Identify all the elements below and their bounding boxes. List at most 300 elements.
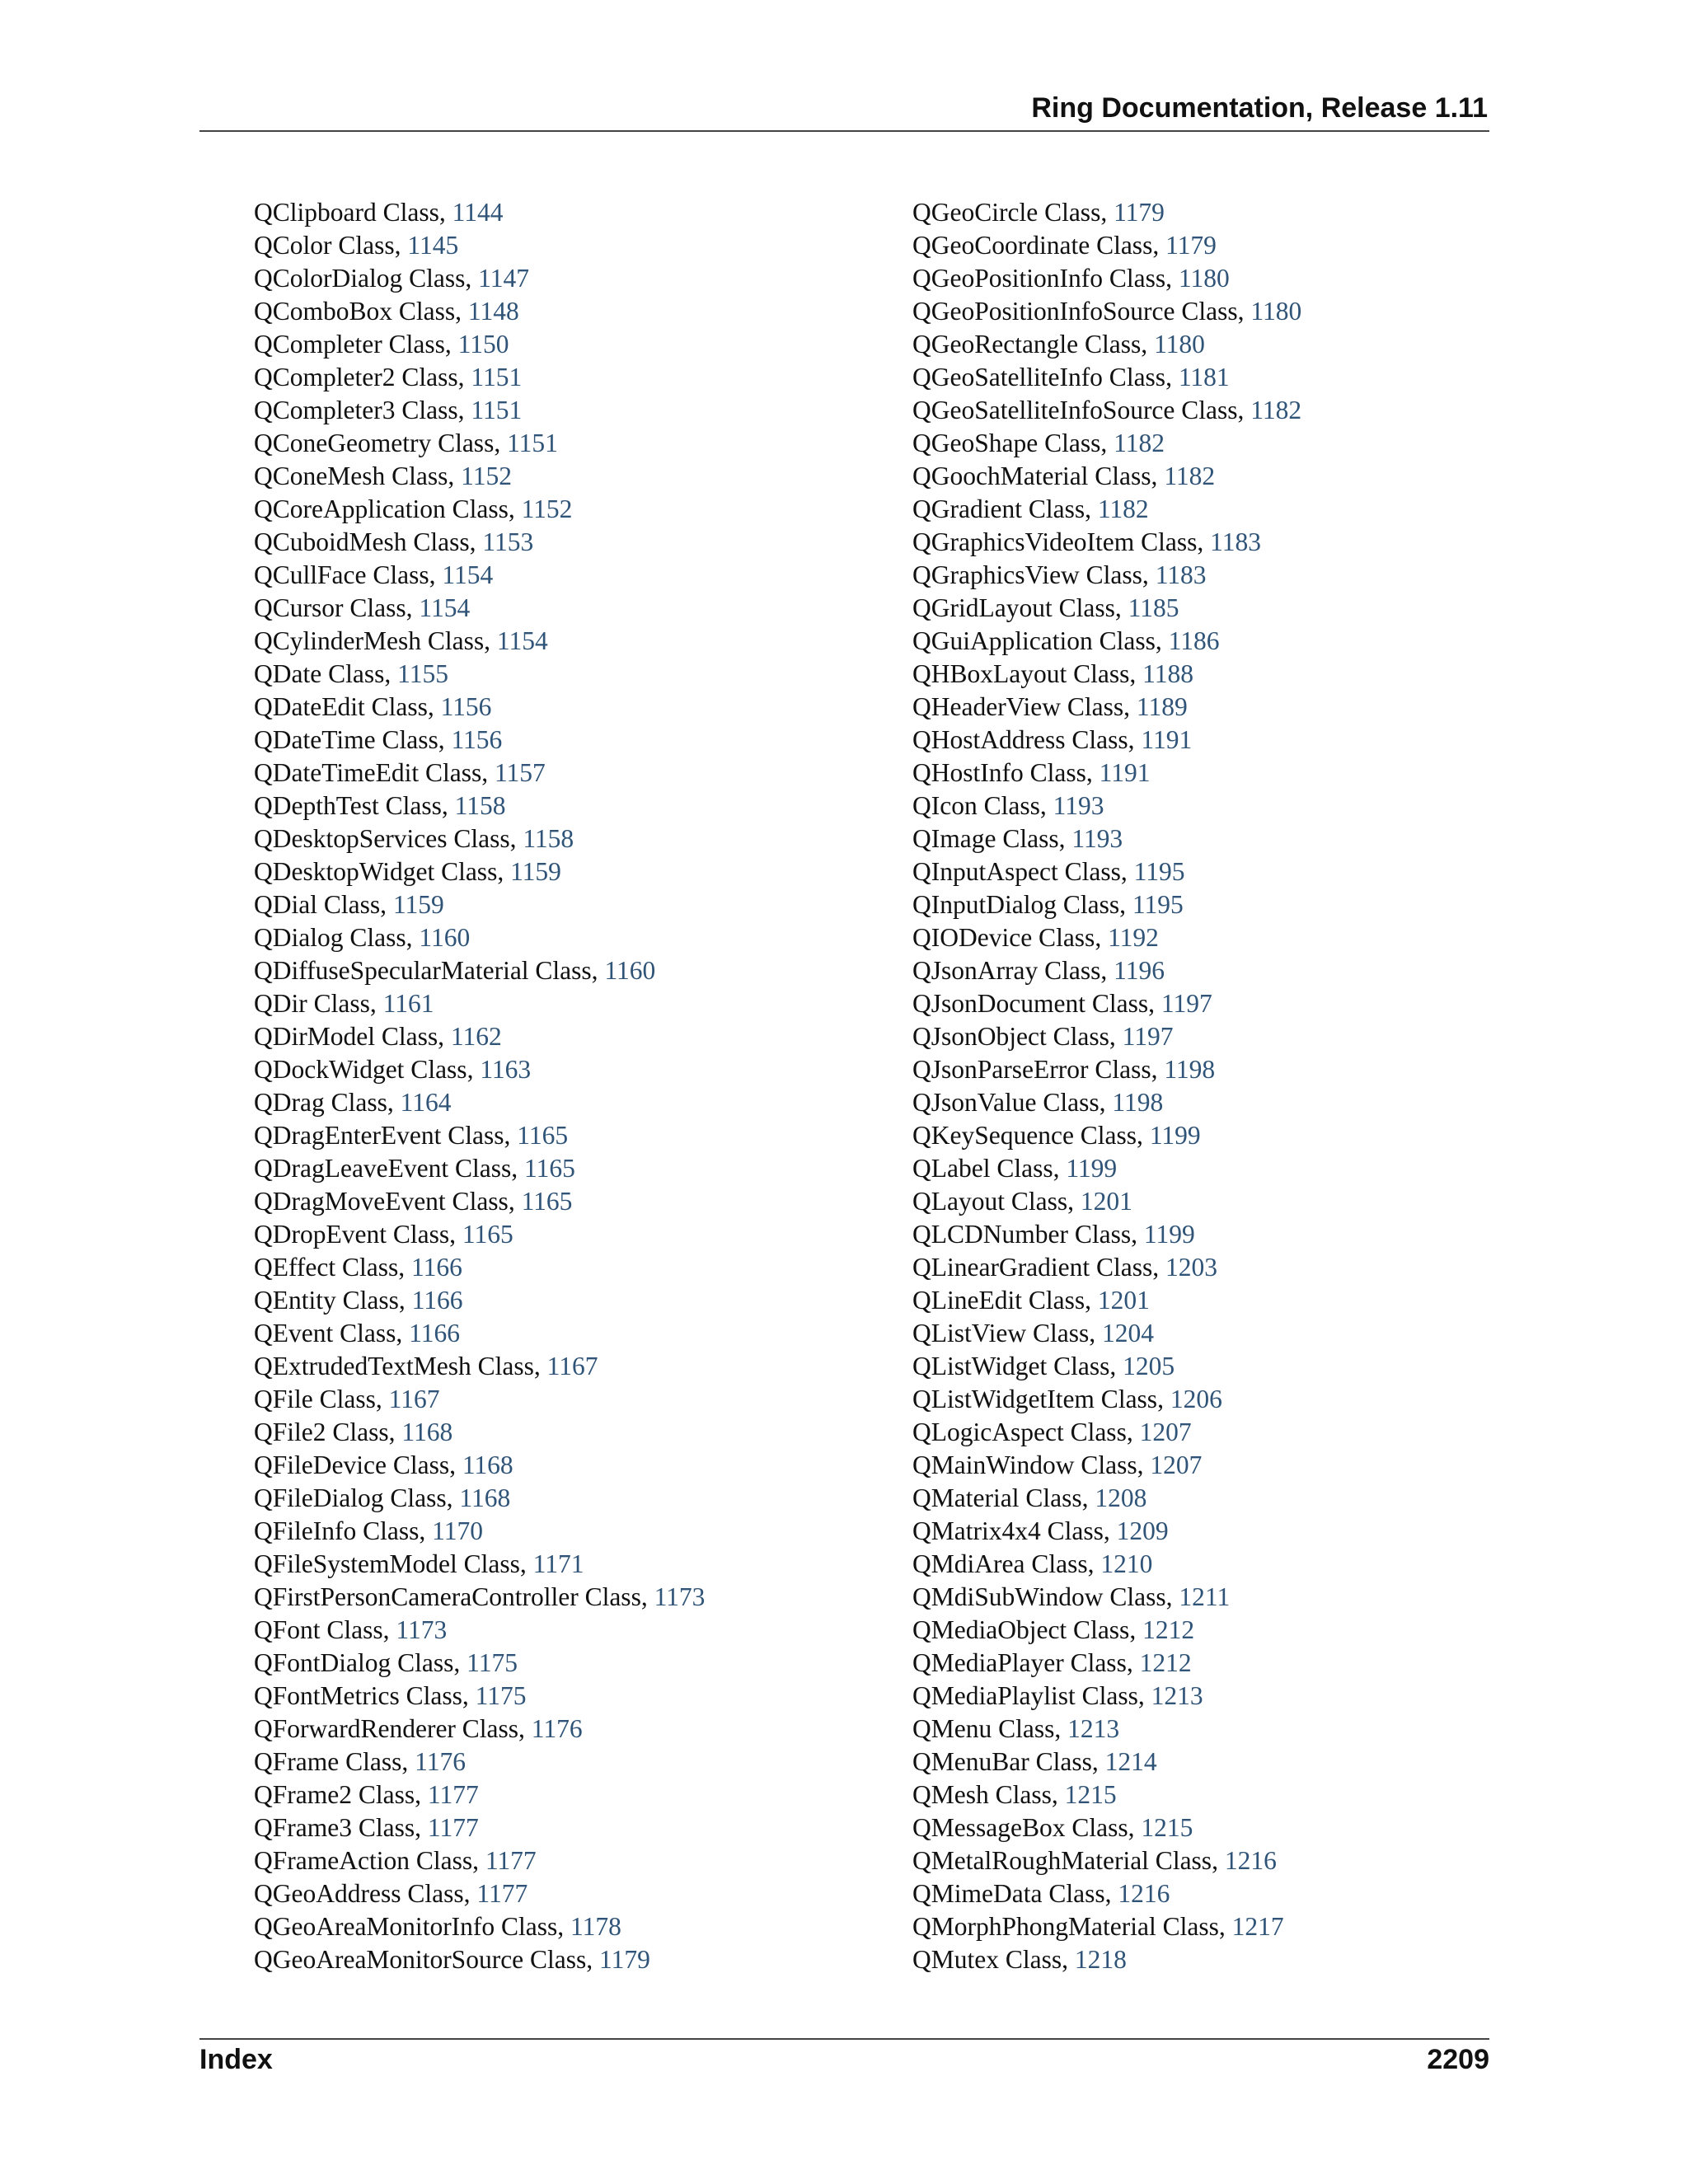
index-page-link[interactable]: 1147	[478, 264, 529, 293]
index-entry-name: QColorDialog Class,	[254, 264, 472, 293]
index-entry-name: QMdiArea Class,	[912, 1549, 1095, 1578]
index-entry-name: QIcon Class,	[912, 791, 1047, 820]
footer-rule	[199, 2038, 1489, 2040]
index-page-link[interactable]: 1197	[1122, 1022, 1174, 1051]
index-entry	[254, 1779, 705, 1811]
index-page-link[interactable]: 1189	[1136, 692, 1188, 721]
index-entry	[912, 1482, 1301, 1515]
index-entry-name: QListWidget Class,	[912, 1352, 1117, 1380]
index-page-link[interactable]: 1167	[546, 1352, 598, 1380]
index-entry-name: QHostInfo Class,	[912, 758, 1093, 787]
index-page-link[interactable]: 1207	[1150, 1451, 1203, 1479]
index-page-link[interactable]: 1214	[1104, 1747, 1157, 1776]
index-entry-name: QEffect Class,	[254, 1253, 406, 1282]
index-entry	[912, 196, 1301, 229]
index-entry	[254, 1844, 705, 1877]
index-entry-name: QGeoSatelliteInfoSource Class,	[912, 396, 1245, 424]
index-entry-name: QClipboard Class,	[254, 198, 446, 227]
index-page-link[interactable]: 1158	[523, 824, 574, 853]
index-page-link[interactable]: 1165	[517, 1121, 569, 1150]
index-entry	[254, 1449, 705, 1482]
index-entry-name: QKeySequence Class,	[912, 1121, 1143, 1150]
index-entry	[912, 1053, 1301, 1086]
index-page-link[interactable]: 1168	[462, 1451, 513, 1479]
index-entry	[912, 328, 1301, 361]
index-entry	[254, 592, 705, 625]
index-entry-name: QDragMoveEvent Class,	[254, 1187, 515, 1216]
index-page-link[interactable]: 1166	[409, 1319, 460, 1347]
index-entry-name: QFontDialog Class,	[254, 1648, 461, 1677]
index-entry-name: QMessageBox Class,	[912, 1813, 1135, 1842]
index-page-link[interactable]: 1180	[1178, 264, 1230, 293]
index-entry	[254, 1218, 705, 1251]
index-entry	[254, 1746, 705, 1779]
index-page-link[interactable]: 1163	[480, 1055, 532, 1084]
index-entry-name: QGeoAddress Class,	[254, 1879, 471, 1908]
index-entry	[912, 592, 1301, 625]
index-entry-name: QLabel Class,	[912, 1154, 1060, 1183]
index-entry-name: QFileDialog Class,	[254, 1483, 453, 1512]
index-column-left	[254, 196, 705, 1976]
index-entry	[912, 427, 1301, 460]
index-entry-name: QMatrix4x4 Class,	[912, 1516, 1110, 1545]
index-page-link[interactable]: 1183	[1155, 560, 1207, 589]
index-page-link[interactable]: 1182	[1164, 462, 1216, 490]
index-entry	[254, 1185, 705, 1218]
index-page-link[interactable]: 1178	[570, 1912, 621, 1941]
index-entry-name: QJsonDocument Class,	[912, 989, 1155, 1018]
index-entry-name: QGeoPositionInfo Class,	[912, 264, 1172, 293]
index-entry-name: QCylinderMesh Class,	[254, 626, 490, 655]
index-page-link[interactable]: 1173	[654, 1582, 706, 1611]
index-entry-name: QHBoxLayout Class,	[912, 659, 1137, 688]
index-entry-name: QGraphicsVideoItem Class,	[912, 527, 1204, 556]
index-entry-name: QDir Class,	[254, 989, 377, 1018]
index-entry-name: QFrame3 Class,	[254, 1813, 421, 1842]
index-page-link[interactable]: 1152	[521, 494, 573, 523]
index-entry	[254, 757, 705, 790]
index-entry	[254, 1910, 705, 1943]
index-entry-name: QMenu Class,	[912, 1714, 1062, 1743]
index-entry-name: QConeMesh Class,	[254, 462, 455, 490]
index-page-link[interactable]: 1191	[1099, 758, 1151, 787]
index-page-link[interactable]: 1185	[1128, 593, 1179, 622]
index-entry-name: QDateTimeEdit Class,	[254, 758, 489, 787]
index-page-link[interactable]: 1195	[1133, 857, 1185, 886]
index-entry-name: QGeoAreaMonitorSource Class,	[254, 1945, 593, 1974]
index-entry	[254, 1152, 705, 1185]
index-entry-name: QGeoPositionInfoSource Class,	[912, 297, 1245, 326]
index-page-link[interactable]: 1167	[388, 1385, 440, 1413]
index-page-link[interactable]: 1151	[471, 363, 523, 391]
index-entry	[912, 1284, 1301, 1317]
index-entry	[254, 1581, 705, 1614]
index-entry-name: QGeoShape Class,	[912, 429, 1108, 457]
index-page-link[interactable]: 1217	[1231, 1912, 1284, 1941]
index-entry-name: QDragEnterEvent Class,	[254, 1121, 511, 1150]
index-entry-name: QIODevice Class,	[912, 923, 1102, 952]
index-entry-name: QDepthTest Class,	[254, 791, 448, 820]
index-page-link[interactable]: 1153	[482, 527, 534, 556]
index-entry	[254, 559, 705, 592]
index-entry-name: QGeoRectangle Class,	[912, 330, 1148, 359]
index-page-link[interactable]: 1160	[419, 923, 471, 952]
index-entry	[254, 691, 705, 724]
index-page-link[interactable]: 1180	[1154, 330, 1205, 359]
index-entry	[912, 1680, 1301, 1713]
index-entry	[912, 1449, 1301, 1482]
index-entry	[254, 1614, 705, 1647]
index-page-link[interactable]: 1159	[510, 857, 561, 886]
index-entry	[254, 987, 705, 1020]
index-entry	[912, 691, 1301, 724]
index-entry-name: QLCDNumber Class,	[912, 1220, 1137, 1249]
index-page-link[interactable]: 1208	[1095, 1483, 1147, 1512]
index-page-link[interactable]: 1157	[494, 758, 546, 787]
index-entry-name: QDateEdit Class,	[254, 692, 434, 721]
index-entry	[912, 1811, 1301, 1844]
index-page-link[interactable]: 1192	[1108, 923, 1159, 952]
index-entry	[254, 229, 705, 262]
index-entry	[912, 987, 1301, 1020]
index-page-link[interactable]: 1206	[1170, 1385, 1222, 1413]
index-entry	[254, 1877, 705, 1910]
index-entry	[254, 1548, 705, 1581]
index-entry	[912, 1581, 1301, 1614]
index-entry	[912, 1185, 1301, 1218]
index-page-link[interactable]: 1150	[457, 330, 509, 359]
index-page-link[interactable]: 1199	[1066, 1154, 1118, 1183]
index-page-link[interactable]: 1182	[1097, 494, 1149, 523]
index-entry-name: QFileSystemModel Class,	[254, 1549, 527, 1578]
index-entry-name: QMetalRoughMaterial Class,	[912, 1846, 1218, 1875]
index-page-link[interactable]: 1204	[1101, 1319, 1154, 1347]
index-page-link[interactable]: 1193	[1053, 791, 1104, 820]
index-entry	[912, 1416, 1301, 1449]
index-entry	[912, 1548, 1301, 1581]
index-page-link[interactable]: 1175	[475, 1681, 527, 1710]
index-page-link[interactable]: 1177	[427, 1780, 479, 1809]
index-entry	[254, 1943, 705, 1976]
index-entry-name: QGradient Class,	[912, 494, 1091, 523]
header-rule	[199, 130, 1489, 132]
index-entry-name: QMediaPlaylist Class,	[912, 1681, 1145, 1710]
index-entry	[912, 1515, 1301, 1548]
index-entry	[254, 1383, 705, 1416]
index-entry-name: QLayout Class,	[912, 1187, 1074, 1216]
index-entry	[254, 625, 705, 658]
index-entry-name: QMenuBar Class,	[912, 1747, 1099, 1776]
index-entry-name: QGuiApplication Class,	[912, 626, 1162, 655]
index-entry	[254, 1086, 705, 1119]
index-page-link[interactable]: 1177	[485, 1846, 537, 1875]
index-entry-name: QHostAddress Class,	[912, 725, 1135, 754]
index-page-link[interactable]: 1156	[440, 692, 492, 721]
index-entry	[912, 1218, 1301, 1251]
index-page-link[interactable]: 1168	[459, 1483, 511, 1512]
header-title: Ring Documentation, Release 1.11	[1031, 92, 1488, 124]
index-page-link[interactable]: 1156	[451, 725, 503, 754]
index-page-link[interactable]: 1199	[1143, 1220, 1195, 1249]
index-page-link[interactable]: 1218	[1074, 1945, 1127, 1974]
index-page-link[interactable]: 1145	[407, 231, 459, 260]
index-page-link[interactable]: 1182	[1114, 429, 1165, 457]
index-entry-name: QLinearGradient Class,	[912, 1253, 1160, 1282]
index-page-link[interactable]: 1199	[1149, 1121, 1201, 1150]
index-page-link[interactable]: 1201	[1097, 1286, 1150, 1315]
index-page-link[interactable]: 1179	[1165, 231, 1217, 260]
index-entry	[912, 888, 1301, 921]
index-entry-name: QDialog Class,	[254, 923, 413, 952]
index-page-link[interactable]: 1161	[382, 989, 434, 1018]
index-entry-name: QDesktopServices Class,	[254, 824, 517, 853]
index-entry	[912, 1844, 1301, 1877]
index-entry	[912, 823, 1301, 855]
index-page-link[interactable]: 1180	[1250, 297, 1302, 326]
index-entry	[254, 724, 705, 757]
index-page-link[interactable]: 1191	[1141, 725, 1193, 754]
index-entry-name: QComboBox Class,	[254, 297, 462, 326]
index-page-link[interactable]: 1165	[524, 1154, 575, 1183]
index-entry	[254, 1350, 705, 1383]
index-page-link[interactable]: 1216	[1224, 1846, 1277, 1875]
index-entry-name: QGeoCircle Class,	[912, 198, 1108, 227]
index-entry	[254, 1713, 705, 1746]
index-page-link[interactable]: 1155	[397, 659, 448, 688]
index-entry-name: QFirstPersonCameraController Class,	[254, 1582, 648, 1611]
index-page-link[interactable]: 1181	[1178, 363, 1230, 391]
index-page-link[interactable]: 1154	[419, 593, 471, 622]
index-entry	[912, 954, 1301, 987]
index-entry-name: QMaterial Class,	[912, 1483, 1089, 1512]
index-entry-name: QDate Class,	[254, 659, 392, 688]
index-entry-name: QColor Class,	[254, 231, 401, 260]
index-page-link[interactable]: 1162	[450, 1022, 502, 1051]
index-entry-name: QDial Class,	[254, 890, 387, 919]
index-page-link[interactable]: 1165	[462, 1220, 513, 1249]
index-entry	[254, 262, 705, 295]
index-entry	[912, 361, 1301, 394]
index-page-link[interactable]: 1203	[1165, 1253, 1218, 1282]
index-entry	[254, 921, 705, 954]
index-page-link[interactable]: 1209	[1116, 1516, 1169, 1545]
index-page-link[interactable]: 1165	[521, 1187, 573, 1216]
index-page-link[interactable]: 1148	[467, 297, 519, 326]
index-entry-name: QCursor Class,	[254, 593, 413, 622]
index-page-link[interactable]: 1201	[1080, 1187, 1132, 1216]
index-entry-name: QJsonObject Class,	[912, 1022, 1116, 1051]
index-entry	[912, 855, 1301, 888]
index-page-link[interactable]: 1154	[496, 626, 548, 655]
index-entry	[254, 1053, 705, 1086]
index-page-link[interactable]: 1216	[1118, 1879, 1170, 1908]
index-entry-name: QLogicAspect Class,	[912, 1418, 1133, 1446]
index-entry	[254, 1811, 705, 1844]
index-entry-name: QMimeData Class,	[912, 1879, 1112, 1908]
index-page-link[interactable]: 1166	[411, 1286, 463, 1315]
index-entry-name: QInputAspect Class,	[912, 857, 1128, 886]
index-entry	[254, 1020, 705, 1053]
footer-section: Index	[199, 2044, 273, 2075]
index-entry-name: QForwardRenderer Class,	[254, 1714, 525, 1743]
index-page-link[interactable]: 1179	[1114, 198, 1165, 227]
index-page-link[interactable]: 1215	[1141, 1813, 1193, 1842]
index-entry	[254, 1251, 705, 1284]
index-entry	[254, 493, 705, 526]
index-entry	[912, 1746, 1301, 1779]
index-entry	[254, 855, 705, 888]
index-entry	[912, 1086, 1301, 1119]
index-entry	[254, 1647, 705, 1680]
index-page-link[interactable]: 1186	[1168, 626, 1220, 655]
index-entry	[254, 394, 705, 427]
index-entry-name: QFrame2 Class,	[254, 1780, 421, 1809]
index-entry-name: QDesktopWidget Class,	[254, 857, 504, 886]
index-page-link[interactable]: 1213	[1151, 1681, 1203, 1710]
index-entry	[912, 757, 1301, 790]
index-page-link[interactable]: 1176	[415, 1747, 466, 1776]
index-entry	[254, 1680, 705, 1713]
index-page-link[interactable]: 1171	[532, 1549, 584, 1578]
index-page-link[interactable]: 1198	[1112, 1088, 1164, 1117]
index-entry	[912, 1614, 1301, 1647]
index-page-link[interactable]: 1193	[1071, 824, 1123, 853]
index-page-link[interactable]: 1197	[1160, 989, 1212, 1018]
index-page-link[interactable]: 1205	[1123, 1352, 1175, 1380]
index-entry	[912, 1943, 1301, 1976]
index-page-link[interactable]: 1159	[392, 890, 444, 919]
index-page-link[interactable]: 1196	[1114, 956, 1165, 985]
index-entry-name: QMesh Class,	[912, 1780, 1058, 1809]
index-entry	[254, 823, 705, 855]
index-page-link[interactable]: 1215	[1064, 1780, 1117, 1809]
index-page-link[interactable]: 1175	[467, 1648, 518, 1677]
index-entry	[254, 954, 705, 987]
index-entry	[912, 1152, 1301, 1185]
index-entry-name: QListWidgetItem Class,	[912, 1385, 1164, 1413]
index-page-link[interactable]: 1168	[401, 1418, 453, 1446]
index-entry-name: QDateTime Class,	[254, 725, 445, 754]
index-entry-name: QMdiSubWindow Class,	[912, 1582, 1173, 1611]
index-entry	[912, 262, 1301, 295]
index-page-link[interactable]: 1198	[1164, 1055, 1216, 1084]
index-entry	[912, 394, 1301, 427]
index-entry-name: QFile2 Class,	[254, 1418, 396, 1446]
index-entry-name: QFileDevice Class,	[254, 1451, 456, 1479]
index-entry-name: QFileInfo Class,	[254, 1516, 426, 1545]
index-entry-name: QMediaObject Class,	[912, 1615, 1137, 1644]
index-entry	[912, 625, 1301, 658]
index-entry	[254, 888, 705, 921]
index-entry	[254, 196, 705, 229]
index-entry	[912, 1713, 1301, 1746]
index-page-link[interactable]: 1152	[461, 462, 512, 490]
index-page-link[interactable]: 1210	[1100, 1549, 1153, 1578]
index-page-link[interactable]: 1151	[471, 396, 523, 424]
index-page-link[interactable]: 1158	[454, 791, 506, 820]
index-page-link[interactable]: 1144	[452, 198, 504, 227]
index-entry	[912, 1647, 1301, 1680]
index-entry-name: QCompleter Class,	[254, 330, 452, 359]
index-page-link[interactable]: 1170	[432, 1516, 483, 1545]
index-entry-name: QImage Class,	[912, 824, 1066, 853]
index-entry-name: QGeoAreaMonitorInfo Class,	[254, 1912, 565, 1941]
index-page-link[interactable]: 1211	[1179, 1582, 1231, 1611]
index-entry-name: QDropEvent Class,	[254, 1220, 456, 1249]
index-entry	[912, 790, 1301, 823]
index-entry-name: QMorphPhongMaterial Class,	[912, 1912, 1226, 1941]
index-entry-name: QCoreApplication Class,	[254, 494, 515, 523]
index-entry	[254, 526, 705, 559]
index-entry-name: QDockWidget Class,	[254, 1055, 474, 1084]
index-entry	[912, 1350, 1301, 1383]
index-entry	[912, 658, 1301, 691]
index-page-link[interactable]: 1212	[1139, 1648, 1192, 1677]
index-entry-name: QFontMetrics Class,	[254, 1681, 469, 1710]
index-page-link[interactable]: 1182	[1250, 396, 1302, 424]
index-page-link[interactable]: 1177	[427, 1813, 479, 1842]
index-page-link[interactable]: 1164	[400, 1088, 452, 1117]
index-entry	[912, 526, 1301, 559]
index-entry	[254, 1515, 705, 1548]
index-entry-name: QDiffuseSpecularMaterial Class,	[254, 956, 598, 985]
index-entry	[254, 361, 705, 394]
index-entry-name: QGoochMaterial Class,	[912, 462, 1158, 490]
index-entry-name: QFrameAction Class,	[254, 1846, 479, 1875]
index-entry	[912, 1383, 1301, 1416]
index-entry-name: QDragLeaveEvent Class,	[254, 1154, 518, 1183]
footer-page-number: 2209	[1427, 2044, 1489, 2075]
index-entry-name: QInputDialog Class,	[912, 890, 1126, 919]
index-page-link[interactable]: 1177	[476, 1879, 528, 1908]
index-entry	[254, 1482, 705, 1515]
index-entry-name: QMediaPlayer Class,	[912, 1648, 1133, 1677]
index-entry-name: QEntity Class,	[254, 1286, 406, 1315]
index-entry	[912, 1877, 1301, 1910]
index-entry	[912, 1779, 1301, 1811]
index-entry	[254, 1284, 705, 1317]
index-entry-name: QGridLayout Class,	[912, 593, 1122, 622]
index-page-link[interactable]: 1213	[1067, 1714, 1120, 1743]
index-entry-name: QExtrudedTextMesh Class,	[254, 1352, 541, 1380]
index-page-link[interactable]: 1212	[1142, 1615, 1195, 1644]
index-page-link[interactable]: 1179	[599, 1945, 650, 1974]
index-entry	[912, 1317, 1301, 1350]
index-page-link[interactable]: 1151	[507, 429, 558, 457]
index-page-link[interactable]: 1160	[604, 956, 656, 985]
index-page-link[interactable]: 1188	[1142, 659, 1193, 688]
index-page-link[interactable]: 1176	[531, 1714, 583, 1743]
index-entry-name: QJsonParseError Class,	[912, 1055, 1158, 1084]
index-entry	[912, 460, 1301, 493]
index-page-link[interactable]: 1173	[396, 1615, 448, 1644]
index-entry-name: QDirModel Class,	[254, 1022, 444, 1051]
index-entry-name: QGeoSatelliteInfo Class,	[912, 363, 1172, 391]
index-page-link[interactable]: 1183	[1210, 527, 1262, 556]
index-entry-name: QGeoCoordinate Class,	[912, 231, 1160, 260]
index-page-link[interactable]: 1207	[1139, 1418, 1192, 1446]
index-entry	[912, 559, 1301, 592]
index-entry	[254, 295, 705, 328]
index-page-link[interactable]: 1166	[411, 1253, 462, 1282]
index-page-link[interactable]: 1154	[442, 560, 494, 589]
index-entry-name: QGraphicsView Class,	[912, 560, 1149, 589]
index-entry	[254, 658, 705, 691]
index-entry	[254, 1416, 705, 1449]
index-page-link[interactable]: 1195	[1132, 890, 1184, 919]
index-entry-name: QMainWindow Class,	[912, 1451, 1144, 1479]
index-entry-name: QEvent Class,	[254, 1319, 403, 1347]
